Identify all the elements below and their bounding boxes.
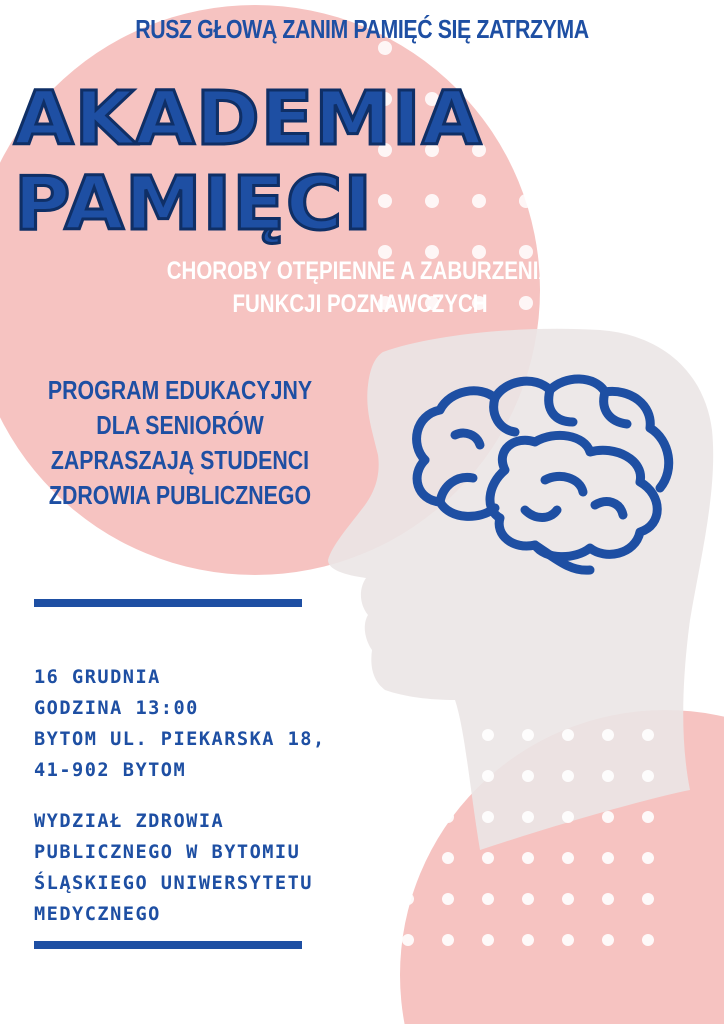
decorative-dot (660, 41, 674, 55)
decorative-dot (522, 893, 534, 905)
title-line-2: PAMIĘCI (14, 161, 374, 247)
event-time: GODZINA 13:00 (34, 697, 199, 719)
program-line-1: PROGRAM EDUKACYJNY (47, 375, 313, 405)
decorative-dot (562, 852, 574, 864)
decorative-dot (522, 934, 534, 946)
decorative-dot (522, 770, 534, 782)
decorative-dot (482, 852, 494, 864)
decorative-dot (602, 852, 614, 864)
decorative-dot (519, 92, 533, 106)
decorative-dot (425, 194, 439, 208)
organizer-line-2: PUBLICZNEGO W BYTOMIU (34, 841, 301, 863)
decorative-dot (402, 729, 414, 741)
program-line-4: ZDROWIA PUBLICZNEGO (48, 480, 312, 510)
subtitle (130, 255, 589, 321)
decorative-dot (402, 770, 414, 782)
decorative-dot (519, 194, 533, 208)
decorative-dot (562, 893, 574, 905)
decorative-dot (602, 811, 614, 823)
decorative-dot (402, 893, 414, 905)
organizer-line-3: ŚLĄSKIEGO UNIWERSYTETU (34, 872, 313, 894)
decorative-dot (562, 934, 574, 946)
decorative-dot (660, 194, 674, 208)
organizer (34, 806, 313, 930)
subtitle-line-2: FUNKCJI POZNAWCZYCH (232, 290, 488, 318)
decorative-dot (566, 92, 580, 106)
decorative-dot (482, 770, 494, 782)
decorative-dot (613, 92, 627, 106)
decorative-dot (519, 143, 533, 157)
decorative-dot (660, 245, 674, 259)
decorative-dot (613, 194, 627, 208)
decorative-dot (660, 92, 674, 106)
decorative-dot (566, 194, 580, 208)
divider-top (34, 599, 302, 607)
decorative-dot (402, 852, 414, 864)
decorative-dot (562, 729, 574, 741)
event-postcode: 41-902 BYTOM (34, 759, 187, 781)
decorative-dot (642, 729, 654, 741)
decorative-dot (642, 770, 654, 782)
event-details (34, 662, 326, 786)
program-line-2: DLA SENIORÓW (96, 410, 264, 440)
decorative-dot (602, 729, 614, 741)
decorative-dot (613, 143, 627, 157)
program-line-3: ZAPRASZAJĄ STUDENCI (50, 445, 310, 475)
decorative-dot (442, 852, 454, 864)
decorative-dot (442, 811, 454, 823)
decorative-dot (660, 296, 674, 310)
decorative-dot (660, 143, 674, 157)
subtitle-line-1: CHOROBY OTĘPIENNE A ZABURZENIA (166, 257, 554, 285)
decorative-dot (402, 934, 414, 946)
tagline: RUSZ GŁOWĄ ZANIM PAMIĘĆ SIĘ ZATRZYMA (135, 14, 589, 44)
decorative-dot (562, 770, 574, 782)
decorative-dot (442, 729, 454, 741)
decorative-dot (472, 194, 486, 208)
decorative-dot (522, 729, 534, 741)
brain-icon (395, 360, 695, 590)
decorative-dot (642, 811, 654, 823)
decorative-dot (378, 194, 392, 208)
decorative-dot (482, 934, 494, 946)
decorative-dot (482, 729, 494, 741)
event-date: 16 GRUDNIA (34, 666, 161, 688)
organizer-line-4: MEDYCZNEGO (34, 903, 161, 925)
decorative-dot (442, 770, 454, 782)
decorative-dot (642, 934, 654, 946)
title-line-1: AKADEMIA (14, 76, 483, 162)
decorative-dot (562, 811, 574, 823)
decorative-dot (402, 811, 414, 823)
decorative-dot (602, 893, 614, 905)
decorative-dot (613, 245, 627, 259)
decorative-dot (442, 893, 454, 905)
decorative-dot (602, 934, 614, 946)
organizer-line-1: WYDZIAŁ ZDROWIA (34, 810, 225, 832)
decorative-dot (522, 852, 534, 864)
decorative-dot (522, 811, 534, 823)
decorative-dot (642, 852, 654, 864)
decorative-dot (613, 296, 627, 310)
decorative-dot (482, 893, 494, 905)
program-description (32, 373, 327, 513)
decorative-dot (602, 770, 614, 782)
decorative-dot (642, 893, 654, 905)
divider-bottom (34, 941, 302, 949)
decorative-dot (482, 811, 494, 823)
decorative-dot (566, 143, 580, 157)
event-address: BYTOM UL. PIEKARSKA 18, (34, 728, 326, 750)
decorative-dot (442, 934, 454, 946)
